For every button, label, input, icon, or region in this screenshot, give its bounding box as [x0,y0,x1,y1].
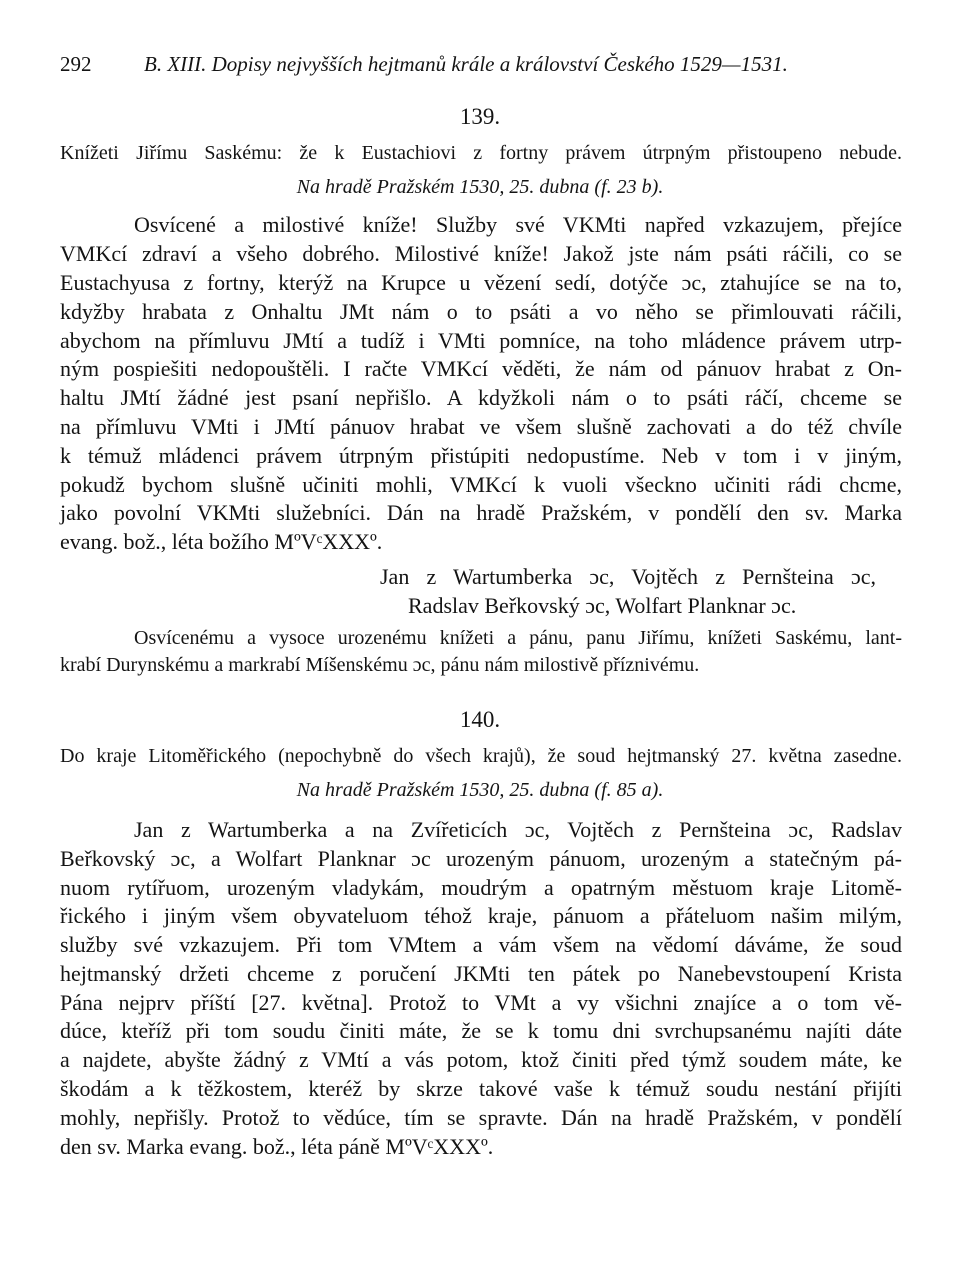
document-date-place: Na hradě Pražském 1530, 25. dubna (f. 23 b). [296,176,664,198]
body-line: na přímluvu VMti i JMtí pánuov hrabat ve všem slušně zachovati a do též chvíle [60,414,902,439]
body-line: haltu JMtí žádné jest psaní nepřišlo. A kdyžkoli nám o to psáti ráčí, chceme se [60,385,902,410]
document-date-place: Na hradě Pražském 1530, 25. dubna (f. 85 a). [296,779,664,801]
document-summary: Do kraje Litoměřického (nepochybně do všech krajů), že soud hejtmanský 27. května zasedne. [60,745,902,767]
body-line: Pána nejprv příští [27. května]. Protož to VMt a vy všichni znajíce a o tom vě- [60,990,902,1015]
body-line: služby své vzkazujem. Při tom VMtem a vám všem na vědomí dáváme, že soud [60,932,902,957]
body-line: ným pospiešiti nedopouštěli. I račte VMKcí věděti, že nám od pánuov hrabat z On- [60,356,902,381]
body-line: Beřkovský ɔc, a Wolfart Planknar ɔc urozeným pánuom, urozeným a statečným pá- [60,846,902,871]
body-line: k témuž mládenci právem útrpným přistúpiti nedopustíme. Neb v tom i v jiným, [60,443,902,468]
signature-line: Jan z Wartumberka ɔc, Vojtěch z Pernšteina ɔc, [380,564,876,589]
body-line: Jan z Wartumberka a na Zvířeticích ɔc, Vojtěch z Pernšteina ɔc, Radslav [134,817,902,842]
body-line: Eustachyusa z fortny, kterýž na Krupce u vězení sedí, dotýče ɔc, ztahujíce se na to, [60,270,902,295]
body-line: Osvícené a milostivé kníže! Služby své VKMti napřed vzkazujem, přejíce [134,212,902,237]
body-line: VMKcí zdraví a všeho dobrého. Milostivé kníže! Jakož jste nám psáti ráčili, co se [60,241,902,266]
body-line: mohly, nepřišly. Protož to vědúce, tím se spravte. Dán na hradě Pražském, v pondělí [60,1105,902,1130]
address-line: Osvícenému a vysoce urozenému knížeti a pánu, panu Jiřímu, knížeti Saskému, lant- [134,627,902,649]
body-line: škodám a k těžkostem, kteréž by skrze takové vaše k témuž soudu nestání přijíti [60,1076,902,1101]
body-line: nuom rytířuom, urozeným vladykám, moudrým a opatrným městuom kraje Litomě- [60,875,902,900]
address-line: krabí Durynskému a markrabí Míšenskému ɔc, pánu nám milostivě příznivému. [60,654,700,676]
document-summary: Knížeti Jiřímu Saskému: že k Eustachiovi z fortny právem útrpným přistoupeno nebude. [60,142,902,164]
body-line: den sv. Marka evang. bož., léta páně MºVᶜXXXº. [60,1134,494,1159]
document-number: 140. [459,707,501,732]
body-line: kdyžby hrabata z Onhaltu JMt nám o to psáti a vo něho se přimlouvati ráčili, [60,299,902,324]
document-number: 139. [459,104,501,129]
body-line: a najdete, abyšte žádný z VMtí a vás potom, ktož činiti před týmž soudem máte, ke [60,1047,902,1072]
signature-line: Radslav Beřkovský ɔc, Wolfart Planknar ɔc. [408,593,797,618]
body-line: pokudž bychom slušně učiniti mohli, VMKcí k vuoli všeckno učiniti rádi chcme, [60,472,902,497]
body-line: abychom na přímluvu JMtí a tudíž i VMti pomníce, na toho mládence právem utrp- [60,328,902,353]
body-line: dúce, kteříž při tom soudu činiti máte, že se k tomu dni svrchupsanému najíti dáte [60,1018,902,1043]
running-title: B. XIII. Dopisy nejvyšších hejtmanů krále a království Českého 1529—1531. [144,52,788,76]
page-number: 292 [60,52,92,76]
body-line: evang. bož., léta božího MºVᶜXXXº. [60,529,383,554]
body-line: hejtmanský držeti chceme z poručení JKMti ten pátek po Nanebevstoupení Krista [60,961,902,986]
body-line: jako povolní VKMti služebníci. Dán na hradě Pražském, v pondělí den sv. Marka [60,500,902,525]
body-line: řického i jiným všem obyvateluom téhož kraje, pánuom a přáteluom našim milým, [60,903,902,928]
